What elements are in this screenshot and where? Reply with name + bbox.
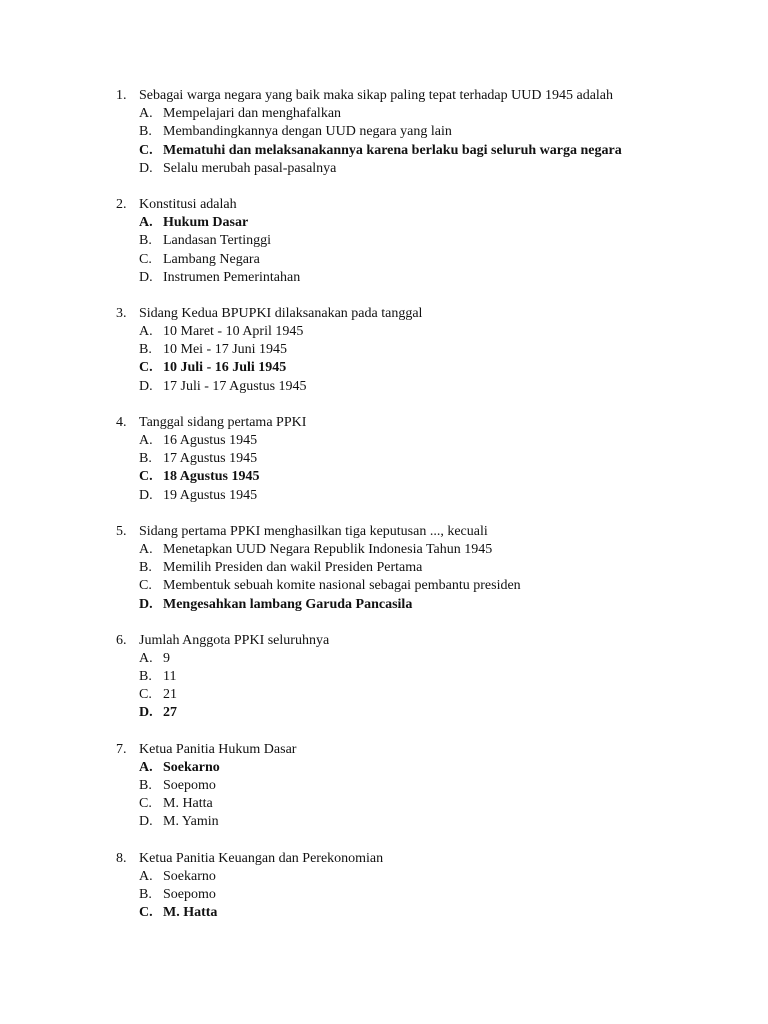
option-text: Selalu merubah pasal-pasalnya (163, 160, 337, 176)
option (0, 450, 768, 468)
option (0, 232, 768, 250)
option (0, 541, 768, 559)
option (0, 868, 768, 886)
option-letter: C. (139, 578, 152, 594)
option-correct (0, 596, 768, 614)
option-text: Membentuk sebuah komite nasional sebagai pembantu presiden (163, 578, 521, 594)
option-letter: A. (139, 433, 153, 448)
option-text: 9 (163, 650, 170, 666)
question-1 (0, 87, 768, 178)
option (0, 323, 768, 341)
option (0, 487, 768, 505)
option (0, 341, 768, 359)
option-letter: D. (139, 487, 153, 503)
question-number: 5. (116, 523, 127, 539)
option-text: 21 (163, 687, 177, 703)
option-text: Soekarno (163, 759, 220, 775)
option-letter: C. (139, 251, 152, 267)
option-letter: A. (139, 759, 153, 775)
option-letter: B. (139, 778, 152, 793)
option-letter: A. (139, 650, 153, 666)
option-text: M. Hatta (163, 796, 213, 812)
question-5 (0, 523, 768, 614)
question-2 (0, 196, 768, 287)
question-line (0, 414, 768, 432)
option (0, 686, 768, 704)
question-text: Sidang Kedua BPUPKI dilaksanakan pada tanggal (139, 305, 423, 321)
option-correct (0, 359, 768, 377)
option (0, 650, 768, 668)
question-line (0, 741, 768, 759)
question-text: Tanggal sidang pertama PPKI (139, 414, 307, 430)
option-text: Memilih Presiden dan wakil Presiden Pertama (163, 560, 423, 576)
option-text: Lambang Negara (163, 251, 260, 267)
option-letter: C. (139, 142, 153, 158)
question-line (0, 523, 768, 541)
question-8 (0, 850, 768, 923)
question-number: 1. (116, 88, 127, 103)
option-correct (0, 704, 768, 722)
option-text: Landasan Tertinggi (163, 233, 272, 249)
option-letter: A. (139, 324, 153, 340)
question-text: Ketua Panitia Keuangan dan Perekonomian (139, 850, 384, 866)
option (0, 577, 768, 595)
option-letter: C. (139, 469, 153, 485)
option (0, 105, 768, 123)
question-text: Sidang pertama PPKI menghasilkan tiga keputusan ..., kecuali (139, 523, 488, 539)
option-text: 11 (163, 669, 177, 685)
option-letter: D. (139, 596, 153, 612)
question-text: Konstitusi adalah (139, 196, 237, 212)
question-text: Jumlah Anggota PPKI seluruhnya (139, 632, 330, 648)
question-6 (0, 632, 768, 723)
option (0, 432, 768, 450)
option-letter: D. (139, 160, 153, 176)
option-letter: C. (139, 905, 153, 921)
option-letter: A. (139, 868, 153, 884)
option-correct (0, 904, 768, 922)
question-7 (0, 741, 768, 832)
option-text: Soepomo (163, 778, 216, 793)
option (0, 378, 768, 396)
question-number: 6. (116, 632, 127, 648)
option-letter: A. (139, 106, 153, 122)
option-text: 16 Agustus 1945 (163, 433, 258, 448)
option-letter: D. (139, 269, 153, 285)
question-line (0, 632, 768, 650)
option-letter: B. (139, 342, 152, 358)
option-text: Hukum Dasar (163, 215, 249, 231)
question-line (0, 87, 768, 105)
option-letter: C. (139, 687, 152, 703)
option-letter: B. (139, 451, 152, 467)
option (0, 795, 768, 813)
question-4 (0, 414, 768, 505)
option-letter: A. (139, 541, 153, 557)
option-text: 10 Mei - 17 Juni 1945 (163, 342, 288, 358)
option-text: 27 (163, 705, 177, 721)
option-text: 18 Agustus 1945 (163, 469, 260, 485)
question-line (0, 305, 768, 323)
question-number: 8. (116, 850, 127, 866)
option-correct (0, 142, 768, 160)
option-text: Mengesahkan lambang Garuda Pancasila (163, 596, 413, 612)
option (0, 251, 768, 269)
option-letter: B. (139, 669, 152, 685)
option-letter: D. (139, 378, 153, 394)
option-text: M. Hatta (163, 905, 218, 921)
option-text: Mematuhi dan melaksanakannya karena berlaku bagi seluruh warga negara (163, 142, 622, 158)
option-text: Soepomo (163, 886, 216, 902)
option-text: M. Yamin (163, 814, 219, 830)
option-letter: B. (139, 124, 152, 140)
option-letter: C. (139, 796, 152, 812)
option (0, 559, 768, 577)
option-correct (0, 468, 768, 486)
question-number: 3. (116, 305, 127, 321)
question-number: 2. (116, 196, 127, 212)
option-correct (0, 759, 768, 777)
option-text: 19 Agustus 1945 (163, 487, 258, 503)
option-letter: B. (139, 233, 152, 249)
option (0, 813, 768, 831)
option (0, 668, 768, 686)
option-text: 10 Juli - 16 Juli 1945 (163, 360, 287, 376)
option-letter: A. (139, 215, 153, 231)
option-text: 10 Maret - 10 April 1945 (163, 324, 304, 340)
question-text: Ketua Panitia Hukum Dasar (139, 741, 297, 757)
option-text: Soekarno (163, 868, 216, 884)
question-line (0, 850, 768, 868)
option-letter: B. (139, 886, 152, 902)
option-letter: B. (139, 560, 152, 576)
quiz-document (0, 87, 768, 940)
question-3 (0, 305, 768, 396)
option-text: 17 Agustus 1945 (163, 451, 258, 467)
option-letter: C. (139, 360, 153, 376)
option-correct (0, 214, 768, 232)
question-number: 7. (116, 741, 127, 757)
option-text: Mempelajari dan menghafalkan (163, 106, 342, 122)
option (0, 123, 768, 141)
option (0, 160, 768, 178)
option-letter: D. (139, 814, 153, 830)
option-text: Instrumen Pemerintahan (163, 269, 301, 285)
option-text: Membandingkannya dengan UUD negara yang lain (163, 124, 452, 140)
question-line (0, 196, 768, 214)
option (0, 886, 768, 904)
question-number: 4. (116, 414, 127, 430)
question-text: Sebagai warga negara yang baik maka sikap paling tepat terhadap UUD 1945 adalah (139, 88, 614, 103)
option (0, 777, 768, 795)
option-text: 17 Juli - 17 Agustus 1945 (163, 378, 307, 394)
option (0, 269, 768, 287)
option-text: Menetapkan UUD Negara Republik Indonesia Tahun 1945 (163, 541, 493, 557)
option-letter: D. (139, 705, 153, 721)
